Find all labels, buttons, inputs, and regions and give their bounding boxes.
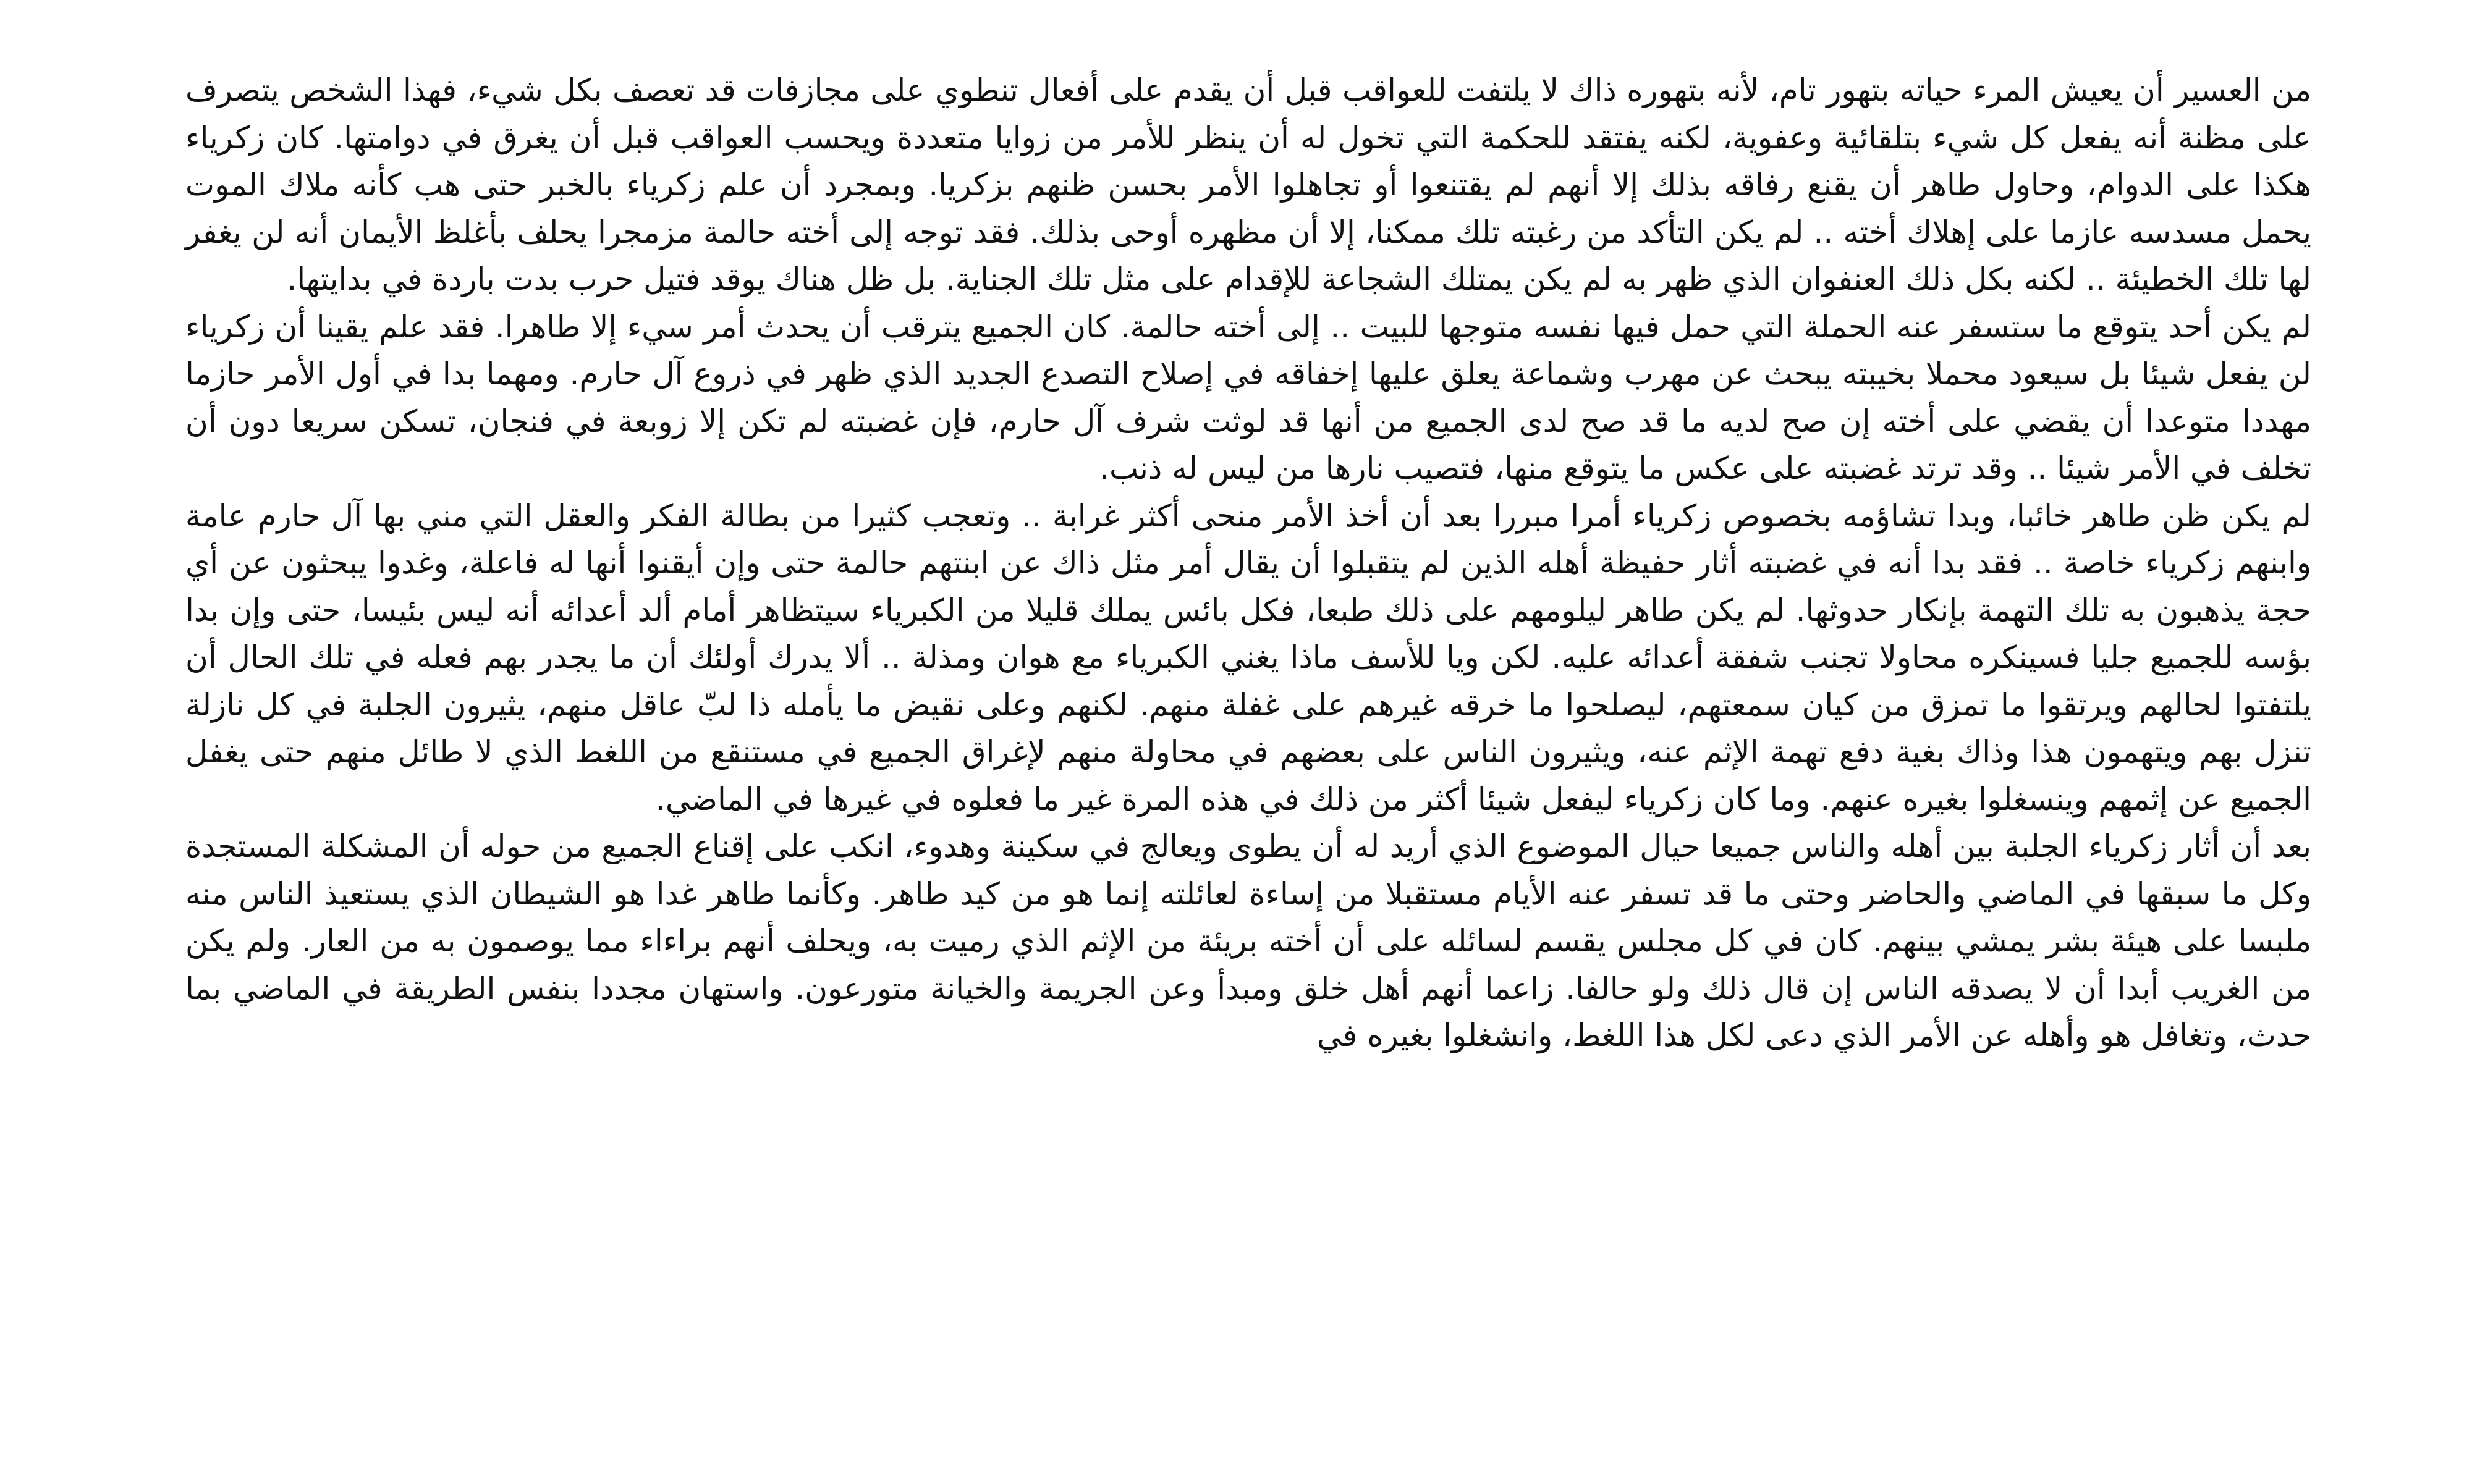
paragraph-2: لم يكن أحد يتوقع ما ستسفر عنه الحملة التي حمل فيها نفسه متوجها للبيت .. إلى أخته حالمة. كان الجميع يترقب أن يحدث أمر سيء إلا طاهرا. فقد علم يقينا أن زكرياء لن يفعل شيئا بل سيعود محملا بخيبته يبحث عن مهرب وشماعة يعلق عليها إخفاقه في إصلاح التصدع الجديد الذي ظهر في ذروع آل حارم. ومهما بدا في أول الأمر حازما مهددا متوعدا أن يقضي على أخته إن صح لديه ما قد صح لدى الجميع من أنها قد لوثت شرف آل حارم، فإن غضبته لم تكن إلا زوبعة في فنجان، تسكن سريعا دون أن تخلف في الأمر شيئا .. وقد ترتد غضبته على عكس ما يتوقع منها، فتصيب نارها من ليس له ذنب. bbox=[185, 308, 2311, 486]
paragraph-1: من العسير أن يعيش المرء حياته بتهور تام، لأنه بتهوره ذاك لا يلتفت للعواقب قبل أن يقدم على أفعال تنطوي على مجازفات قد تعصف بكل شيء، فهذا الشخص يتصرف على مظنة أنه يفعل كل شيء بتلقائية وعفوية، لكنه يفتقد للحكمة التي تخول له أن ينظر للأمر من زوايا متعددة ويحسب العواقب قبل أن يغرق في دوامتها. كان زكرياء هكذا على الدوام، وحاول طاهر أن يقنع رفاقه بذلك إلا أنهم لم يقتنعوا أو تجاهلوا الأمر بحسن ظنهم بزكريا. وبمجرد أن علم زكرياء بالخبر حتى هب كأنه ملاك الموت يحمل مسدسه عازما على إهلاك أخته .. لم يكن التأكد من رغبته تلك ممكنا، إلا أن مظهره أوحى بذلك. فقد توجه إلى أخته حالمة مزمجرا يحلف بأغلظ الأيمان أنه لن يغفر لها تلك الخطيئة .. لكنه بكل ذلك العنفوان الذي ظهر به لم يكن يمتلك الشجاعة للإقدام على مثل تلك الجناية. بل ظل هناك يوقد فتيل حرب بدت باردة في بدايتها. bbox=[185, 72, 2311, 297]
paragraph-3: لم يكن ظن طاهر خائبا، وبدا تشاؤمه بخصوص زكرياء أمرا مبررا بعد أن أخذ الأمر منحى أكثر غرابة .. وتعجب كثيرا من بطالة الفكر والعقل التي مني بها آل حارم عامة وابنهم زكرياء خاصة .. فقد بدا أنه في غضبته أثار حفيظة أهله الذين لم يتقبلوا أن يقال أمر مثل ذاك عن ابنتهم حالمة حتى وإن أيقنوا أنها له فاعلة، وغدوا يبحثون عن أي حجة يذهبون به تلك التهمة بإنكار حدوثها. لم يكن طاهر ليلومهم على ذلك طبعا، فكل بائس يملك قليلا من الكبرياء سيتظاهر أمام ألد أعدائه أنه ليس بئيسا، حتى وإن بدا بؤسه للجميع جليا فسينكره محاولا تجنب شفقة أعدائه عليه. لكن ويا للأسف ماذا يغني الكبرياء مع هوان ومذلة .. ألا يدرك أولئك أن ما يجدر بهم فعله في تلك الحال أن يلتفتوا لحالهم ويرتقوا ما تمزق من كيان سمعتهم، ليصلحوا ما خرقه غيرهم على غفلة منهم. لكنهم وعلى نقيض ما يأمله ذا لبّ عاقل منهم، يثيرون الجلبة في كل نازلة تنزل بهم ويتهمون هذا وذاك بغية دفع تهمة الإثم عنه، ويثيرون الناس على بعضهم في محاولة منهم لإغراق الجميع في مستنقع من اللغط الذي لا طائل منهم حتى يغفل الجميع عن إثمهم وينسغلوا بغيره عنهم. وما كان زكرياء ليفعل شيئا أكثر من ذلك في هذه المرة غير ما فعلوه في غيرها في الماضي. bbox=[185, 497, 2311, 817]
paragraph-4: بعد أن أثار زكرياء الجلبة بين أهله والناس جميعا حيال الموضوع الذي أريد له أن يطوى ويعالج في سكينة وهدوء، انكب على إقناع الجميع من حوله أن المشكلة المستجدة وكل ما سبقها في الماضي والحاضر وحتى ما قد تسفر عنه الأيام مستقبلا من إساءة لعائلته إنما هو من كيد طاهر. وكأنما طاهر غدا هو الشيطان الذي يستعيذ الناس منه ملبسا على هيئة بشر يمشي بينهم. كان في كل مجلس يقسم لسائله على أن أخته بريئة من الإثم الذي رميت به، ويحلف أنهم براءاء مما يوصمون به من العار. ولم يكن من الغريب أبدا أن لا يصدقه الناس إن قال ذلك ولو حالفا. زاعما أنهم أهل خلق ومبدأ وعن الجريمة والخيانة متورعون. واستهان مجددا بنفس الطريقة في الماضي بما حدث، وتغافل هو وأهله عن الأمر الذي دعى لكل هذا اللغط، وانشغلوا بغيره في bbox=[185, 828, 2311, 1053]
document-text bbox=[185, 67, 2311, 1060]
